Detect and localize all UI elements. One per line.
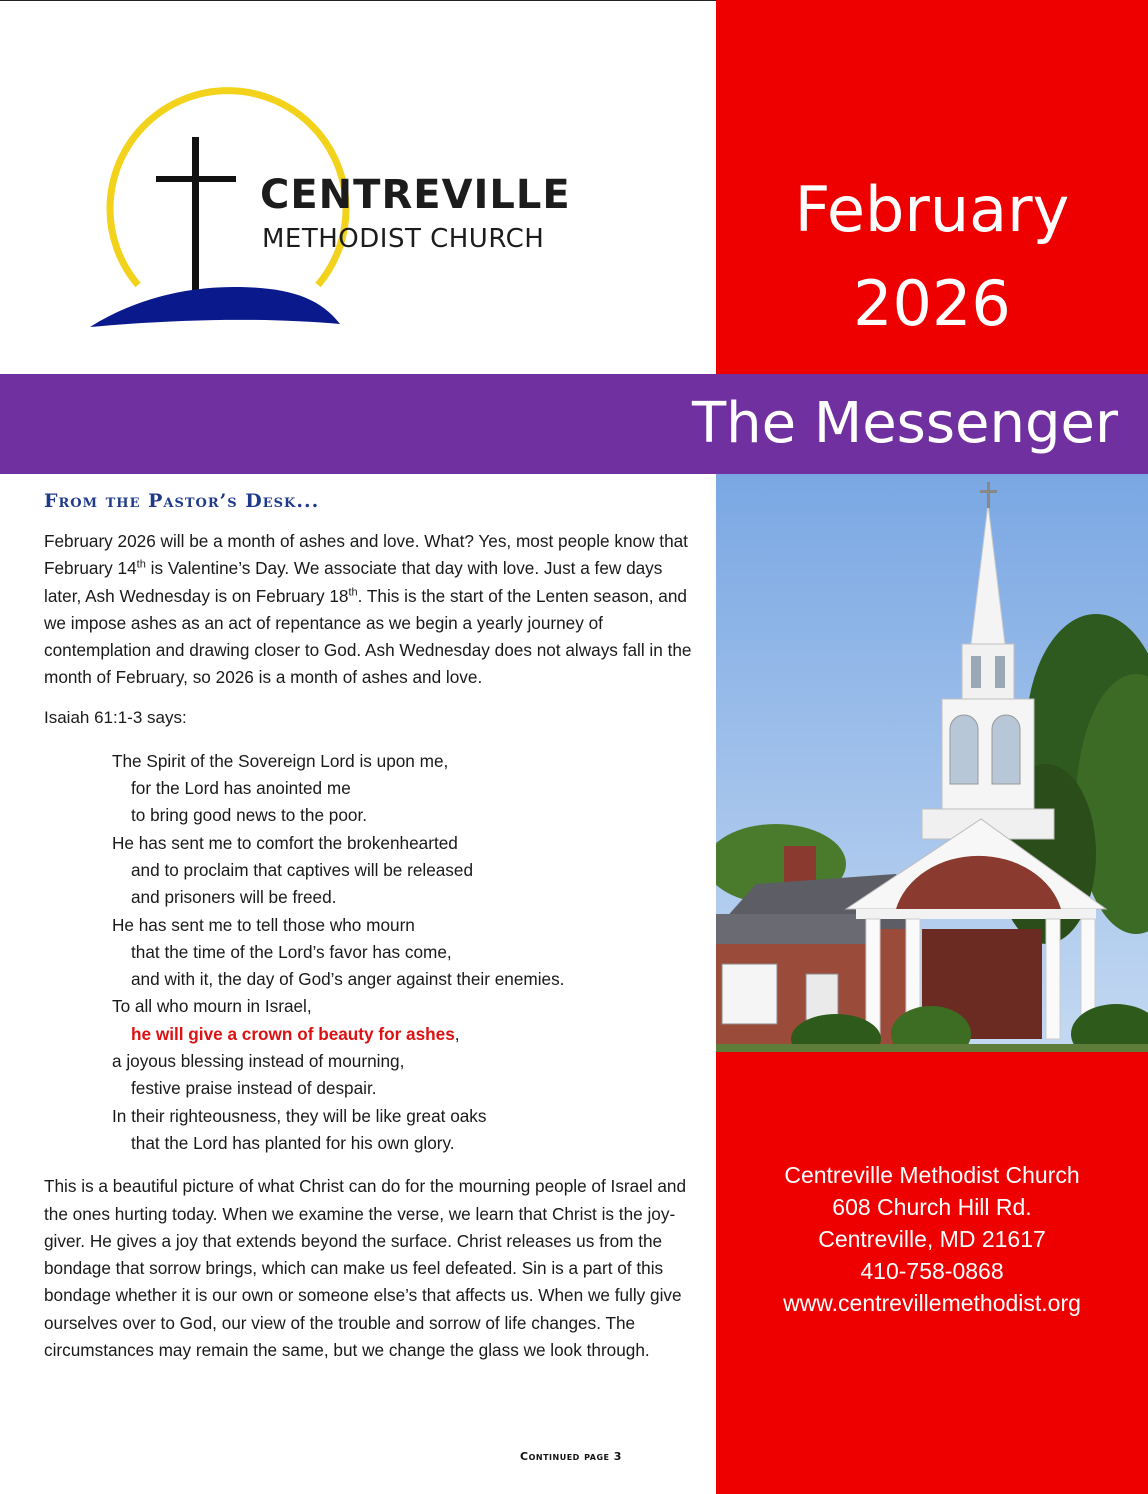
poem-line: festive praise instead of despair. (131, 1078, 377, 1099)
website-link[interactable]: www.centrevillemethodist.org (783, 1290, 1081, 1316)
church-building-image (716, 474, 1148, 1052)
poem-line: and prisoners will be freed. (131, 887, 337, 908)
issue-month: February (794, 173, 1070, 246)
continued-note: Continued page 3 (520, 1450, 622, 1463)
highlighted-verse: he will give a crown of beauty for ashes (131, 1023, 455, 1044)
poem-line: and to proclaim that captives will be released (131, 859, 474, 880)
intro-paragraph (44, 528, 704, 692)
issue-year: 2026 (853, 267, 1011, 340)
intro-sup-1: th (136, 558, 146, 571)
church-logo (70, 80, 630, 340)
poem-line: to bring good news to the poor. (131, 805, 368, 826)
poem-line-highlight (112, 1021, 704, 1048)
article-heading: From the Pastor’s Desk... (44, 490, 320, 512)
poem-line: To all who mourn in Israel, (112, 996, 312, 1017)
logo-title: CENTREVILLE (260, 172, 571, 218)
street-address: 608 Church Hill Rd. (832, 1194, 1032, 1220)
poem-line: that the Lord has planted for his own glory. (131, 1132, 455, 1153)
closing-paragraph: This is a beautiful picture of what Christ can do for the mourning people of Israel and the ones hurting today. When we examine the verse, we learn that Christ is the joy-giver. He gives a joy that extends beyond the surface. Christ releases us from the bondage that sorrow brings, which can make us feel defeated. Sin is a part of this bondage whether it is our own or someone else’s that affects us. When we fully give ourselves over to God, our view of the trouble and sorrow of life changes. The circumstances may remain the same, but we change the glass we look through. (44, 1176, 687, 1361)
address-panel (716, 1052, 1148, 1494)
scripture-reference: Isaiah 61:1-3 says: (44, 707, 187, 727)
church-photo (716, 474, 1148, 1052)
poem-line: He has sent me to tell those who mourn (112, 914, 415, 935)
poem-line: a joyous blessing instead of mourning, (112, 1051, 405, 1072)
logo-subtitle: METHODIST CHURCH (262, 224, 545, 254)
top-rule (0, 0, 716, 1)
date-panel (716, 0, 1148, 374)
intro-sup-2: th (348, 585, 358, 598)
phone-number: 410-758-0868 (860, 1258, 1004, 1284)
intro-text-c: . This is the start of the Lenten season, and we impose ashes as an act of repentance as we begin a yearly journey of contemplation and drawing closer to God. Ash Wednesday does not always fall in the month of February, so 2026 is a month of ashes and love. (44, 585, 692, 688)
church-name: Centreville Methodist Church (784, 1162, 1080, 1188)
address-block (716, 1159, 1148, 1319)
intro-text-a: February 2026 will be a month of ashes and love. What? Yes, most people know that February 14 (44, 531, 688, 579)
masthead-banner (0, 374, 1148, 474)
poem-line: In their righteousness, they will be like great oaks (112, 1105, 487, 1126)
scripture-passage (112, 748, 704, 1157)
poem-line: for the Lord has anointed me (131, 778, 351, 799)
poem-line: that the time of the Lord’s favor has come, (131, 941, 452, 962)
newsletter-title: The Messenger (691, 391, 1118, 456)
pastor-article (44, 490, 704, 1364)
verse-comma: , (454, 1023, 460, 1044)
poem-line: The Spirit of the Sovereign Lord is upon me, (112, 750, 449, 771)
city-state-zip: Centreville, MD 21617 (818, 1226, 1046, 1252)
intro-text-b: is Valentine’s Day. We associate that day with love. Just a few days later, Ash Wednesday is on February 18 (44, 558, 663, 606)
poem-line: He has sent me to comfort the brokenhearted (112, 832, 458, 853)
poem-line: and with it, the day of God’s anger against their enemies. (131, 969, 565, 990)
